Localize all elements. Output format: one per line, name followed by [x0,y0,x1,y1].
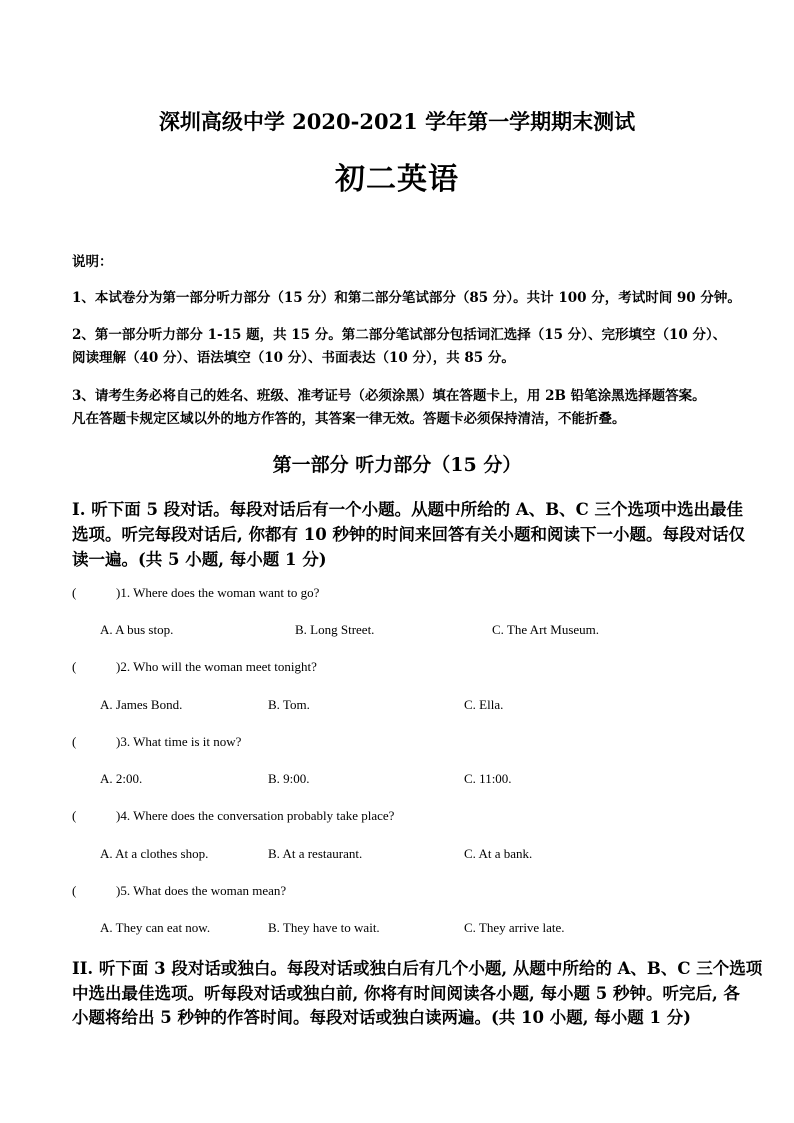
q1-option-c: C. The Art Museum. [492,622,600,637]
q3-option-c: C. 11:00. [464,771,512,786]
question-4 [72,808,394,824]
q1-option-a: A. A bus stop. [100,622,174,637]
question-text: )2. Who will the woman meet tonight? [116,659,317,674]
part1-title: 第一部分 听力部分（15 分） [272,454,522,476]
instruction-item-2-line1: 2、第一部分听力部分 1-15 题，共 15 分。第二部分笔试部分包括词汇选择（15 分）、完形填空（10 分）、 [72,327,727,343]
school-title: 深圳高级中学 2020-2021 学年第一学期期末测试 [158,109,636,134]
answer-paren: ( [72,883,77,898]
q4-option-b: B. At a restaurant. [268,846,363,861]
q4-option-a: A. At a clothes shop. [100,846,209,861]
q2-option-c: C. Ella. [464,697,504,712]
section1-line1: I. 听下面 5 段对话。每段对话后有一个小题。从题中所给的 A、B、C 三个选项中选出最佳 [72,500,744,519]
question-3 [72,734,241,750]
instruction-item-2-line2: 阅读理解（40 分）、语法填空（10 分）、书面表达（10 分），共 85 分。 [72,350,515,366]
subject-title: 初二英语 [335,162,459,197]
q2-option-a: A. James Bond. [100,697,183,712]
section1-line2: 选项。听完每段对话后, 你都有 10 秒钟的时间来回答有关小题和阅读下一小题。每段对话仅 [72,525,745,544]
answer-paren: ( [72,734,77,749]
section1-line3: 读一遍。(共 5 小题, 每小题 1 分) [72,550,327,569]
answer-paren: ( [72,585,77,600]
q1-option-b: B. Long Street. [295,622,375,637]
question-5 [72,883,286,899]
question-text: )4. Where does the conversation probably take place? [116,808,395,823]
question-text: )5. What does the woman mean? [116,883,287,898]
q5-option-b: B. They have to wait. [268,920,380,935]
q2-option-b: B. Tom. [268,697,310,712]
answer-paren: ( [72,659,77,674]
q4-option-c: C. At a bank. [464,846,533,861]
answer-paren: ( [72,808,77,823]
instruction-item-3-line2: 凡在答题卡规定区域以外的地方作答的，其答案一律无效。答题卡必须保持清洁，不能折叠。 [72,411,626,427]
instruction-item-3-line1: 3、请考生务必将自己的姓名、班级、准考证号（必须涂黑）填在答题卡上，用 2B 铅笔涂黑选择题答案。 [72,388,706,404]
question-text: )1. Where does the woman want to go? [116,585,320,600]
question-text: )3. What time is it now? [116,734,242,749]
instructions-heading: 说明： [72,254,113,270]
question-2 [72,659,317,675]
section2-line1: II. 听下面 3 段对话或独白。每段对话或独白后有几个小题, 从题中所给的 A、B、C 三个选项 [72,959,763,978]
section2-line2: 中选出最佳选项。听每段对话或独白前, 你将有时间阅读各小题, 每小题 5 秒钟。听完后, 各 [72,984,740,1003]
section2-line3: 小题将给出 5 秒钟的作答时间。每段对话或独白读两遍。(共 10 小题, 每小题 1 分) [72,1008,691,1027]
q5-option-c: C. They arrive late. [464,920,565,935]
q3-option-b: B. 9:00. [268,771,310,786]
q5-option-a: A. They can eat now. [100,920,211,935]
q3-option-a: A. 2:00. [100,771,143,786]
instruction-item-1: 1、本试卷分为第一部分听力部分（15 分）和第二部分笔试部分（85 分）。共计 100 分，考试时间 90 分钟。 [72,290,741,306]
question-1 [72,585,319,601]
